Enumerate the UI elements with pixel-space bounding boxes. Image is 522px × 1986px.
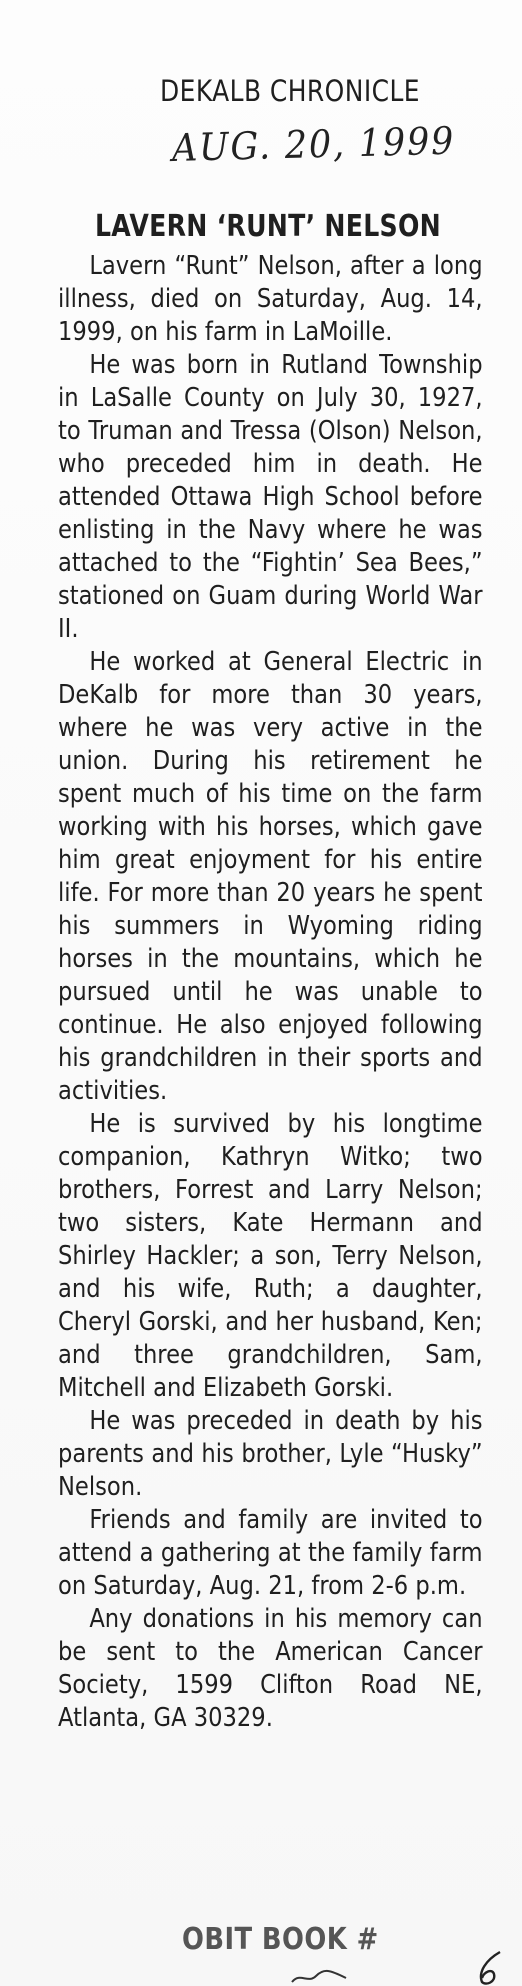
handwritten-mark [290,1964,350,1986]
handwritten-date: AUG. 20, 1999 [171,118,456,170]
paragraph-death-notice: Lavern “Runt” Nelson, after a long illness, died on Saturday, Aug. 14, 1999, on his farm in LaMoille. [58,251,483,347]
obit-book-stamp: OBIT BOOK # [182,1922,379,1957]
handwritten-number-mark [470,1950,510,1986]
paragraph-preceded: He was preceded in death by his parents and his brother, Lyle “Husky” Nelson. [58,1406,483,1502]
paragraph-gathering: Friends and family are invited to attend a gathering at the family farm on Saturday, Aug. 21, from 2-6 p.m. [58,1505,483,1601]
paragraph-donations: Any donations in his memory can be sent to the American Cancer Society, 1599 Clifton Road NE, Atlanta, GA 30329. [58,1604,483,1733]
newspaper-masthead: DEKALB CHRONICLE [160,74,420,108]
paragraph-survivors: He is survived by his longtime companion, Kathryn Witko; two brothers, Forrest and Larry Nelson; two sisters, Kate Hermann and Shirley Hackler; a son, Terry Nelson, and his wife, Ruth; a daughter, Cheryl Gorski, and her husband, Ken; and three grandchildren, Sam, Mitchell and Elizabeth Gorski. [58,1109,483,1403]
obituary-headline: LAVERN ‘RUNT’ NELSON [95,209,441,244]
obituary-body [58,250,483,1735]
paragraph-early-life: He was born in Rutland Township in LaSalle County on July 30, 1927, to Truman and Tressa (Olson) Nelson, who preceded him in death. He attended Ottawa High School before enlisting in the Navy where he was attached to the “Fightin’ Sea Bees,” stationed on Guam during World War II. [58,350,483,644]
paragraph-career: He worked at General Electric in DeKalb for more than 30 years, where he was very active in the union. During his retirement he spent much of his time on the farm working with his horses, which gave him great enjoyment for his entire life. For more than 20 years he spent his summers in Wyoming riding horses in the mountains, which he pursued until he was unable to continue. He also enjoyed following his grandchildren in their sports and activities. [58,647,483,1106]
